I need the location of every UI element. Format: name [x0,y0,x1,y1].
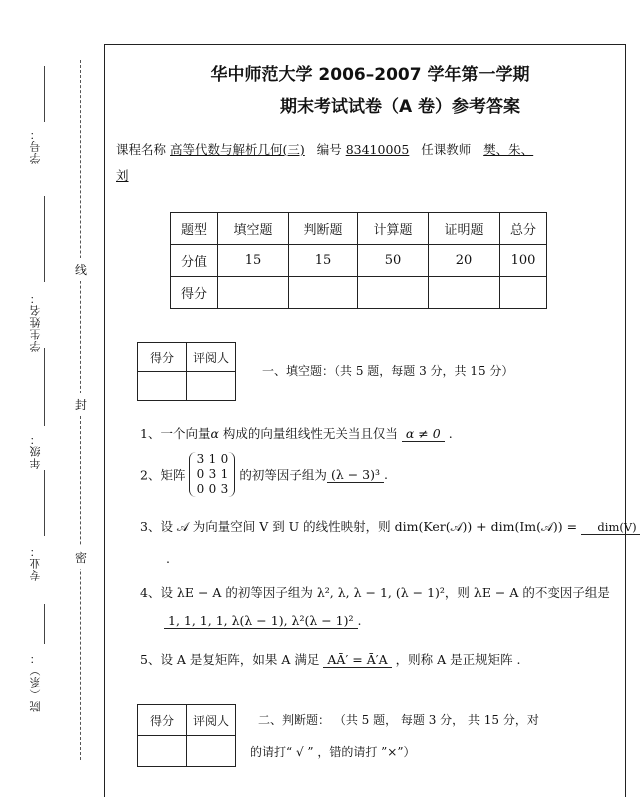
q2-answer: (λ − 3)³ [327,467,384,483]
score-input-cell[interactable] [218,277,289,309]
matrix-entry: 3 [208,467,217,481]
student-name-line [44,196,45,282]
table-row [138,372,236,401]
q1-answer: α ≠ 0 [402,426,445,442]
q2-end: . [384,467,388,482]
q1-mid: 构成的向量组线性无关当且仅当 [218,426,398,441]
grader-reviewer-label: 评阅人 [187,343,236,372]
q3-text: 3、设 𝒜 为向量空间 V 到 U 的线性映射，则 dim(Ker(𝒜)) + dim(Im(𝒜)) = [140,519,578,534]
exam-subtitle: 期末考试试卷（A 卷）参考答案 [279,97,521,117]
department-label: 院（系）： [29,652,42,712]
q5-answer: AĀ′ = Ā′A [323,652,391,668]
q3-end: . [166,551,170,566]
matrix-entry: 0 [208,482,217,496]
teacher-value: 樊、朱、 [483,142,534,157]
teacher-label: 任课教师 [421,142,472,157]
score-table [170,212,547,309]
table-cell: 题型 [171,213,218,245]
question-4: 4、设 λE − A 的初等因子组为 λ², λ, λ − 1, (λ − 1)²，则 λE − A 的不变因子组是 [140,585,610,600]
table-row [171,213,547,245]
table-cell: 填空题 [218,213,289,245]
score-input-cell[interactable] [500,277,547,309]
q2-matrix [189,452,235,497]
table-row [138,705,236,736]
seal-char-mi: 密 [74,546,88,569]
seal-char-xian: 线 [74,258,88,281]
q5-end: ，则称 A 是正规矩阵 . [395,652,521,667]
student-name-label: 学生姓名： [29,292,42,352]
table-row [171,277,547,309]
matrix-entry: 0 [220,452,229,466]
matrix-entry: 3 [220,482,229,496]
grader-reviewer-cell[interactable] [187,736,236,767]
question-3 [140,517,640,535]
table-row [171,245,547,277]
student-id-line [44,66,45,122]
course-code-value: 83410005 [345,142,410,157]
grader-score-label: 得分 [138,343,187,372]
major-line [44,470,45,536]
table-cell: 20 [429,245,500,277]
course-info [116,137,616,189]
grader-score-label: 得分 [138,705,187,736]
question-2 [140,452,388,497]
score-input-cell[interactable] [429,277,500,309]
matrix-entry: 0 [196,482,205,496]
q1-prefix: 1、一个向量 [140,426,211,441]
grader-box-section2 [137,704,236,767]
teacher-value-cont: 刘 [116,168,129,183]
grader-reviewer-label: 评阅人 [187,705,236,736]
table-cell: 分值 [171,245,218,277]
q2-mid: 的初等因子组为 [239,467,327,483]
grader-score-cell[interactable] [138,736,187,767]
q2-prefix: 2、矩阵 [140,467,186,483]
q4-answer: 1, 1, 1, 1, λ(λ − 1), λ²(λ − 1)² [164,613,358,629]
major-label: 专业： [29,545,42,581]
table-cell: 50 [358,245,429,277]
matrix-entry: 1 [208,452,217,466]
table-row [138,736,236,767]
q4-end: . [357,613,362,628]
table-cell: 得分 [171,277,218,309]
q1-alpha: α [210,426,219,441]
section2-title-cont: 的请打“ √ ” ，错的请打 ”×”） [250,745,416,759]
grade-line [44,348,45,426]
table-cell: 总分 [500,213,547,245]
q1-end: . [448,426,453,441]
question-5 [140,650,521,668]
table-cell: 证明题 [429,213,500,245]
matrix-entry: 1 [220,467,229,481]
table-cell: 15 [218,245,289,277]
exam-title: 华中师范大学 2006–2007 学年第一学期 [210,65,530,85]
grader-box-section1 [137,342,236,401]
score-input-cell[interactable] [289,277,358,309]
course-name-label: 课程名称 [116,142,167,157]
table-cell: 100 [500,245,547,277]
section1-title: 一、填空题：（共 5 题，每题 3 分，共 15 分） [262,364,514,378]
grader-score-cell[interactable] [138,372,187,401]
q5-prefix: 5、设 A 是复矩阵，如果 A 满足 [140,652,320,667]
matrix-entry: 3 [196,452,205,466]
score-input-cell[interactable] [358,277,429,309]
q3-answer: dim(V) [581,520,640,535]
course-name-value: 高等代数与解析几何(三) [170,142,305,157]
student-id-label: 学号： [29,128,42,164]
department-line [44,604,45,644]
question-1 [140,424,453,442]
grader-reviewer-cell[interactable] [187,372,236,401]
table-row [138,343,236,372]
seal-char-feng: 封 [74,393,88,416]
section2-title: 二、判断题： （共 5 题， 每题 3 分， 共 15 分，对 [258,713,539,727]
grade-label: 年级： [29,433,42,469]
matrix-entry: 0 [196,467,205,481]
table-cell: 判断题 [289,213,358,245]
table-cell: 计算题 [358,213,429,245]
course-code-label: 编号 [316,142,342,157]
q4-answer-line [164,613,362,629]
table-cell: 15 [289,245,358,277]
